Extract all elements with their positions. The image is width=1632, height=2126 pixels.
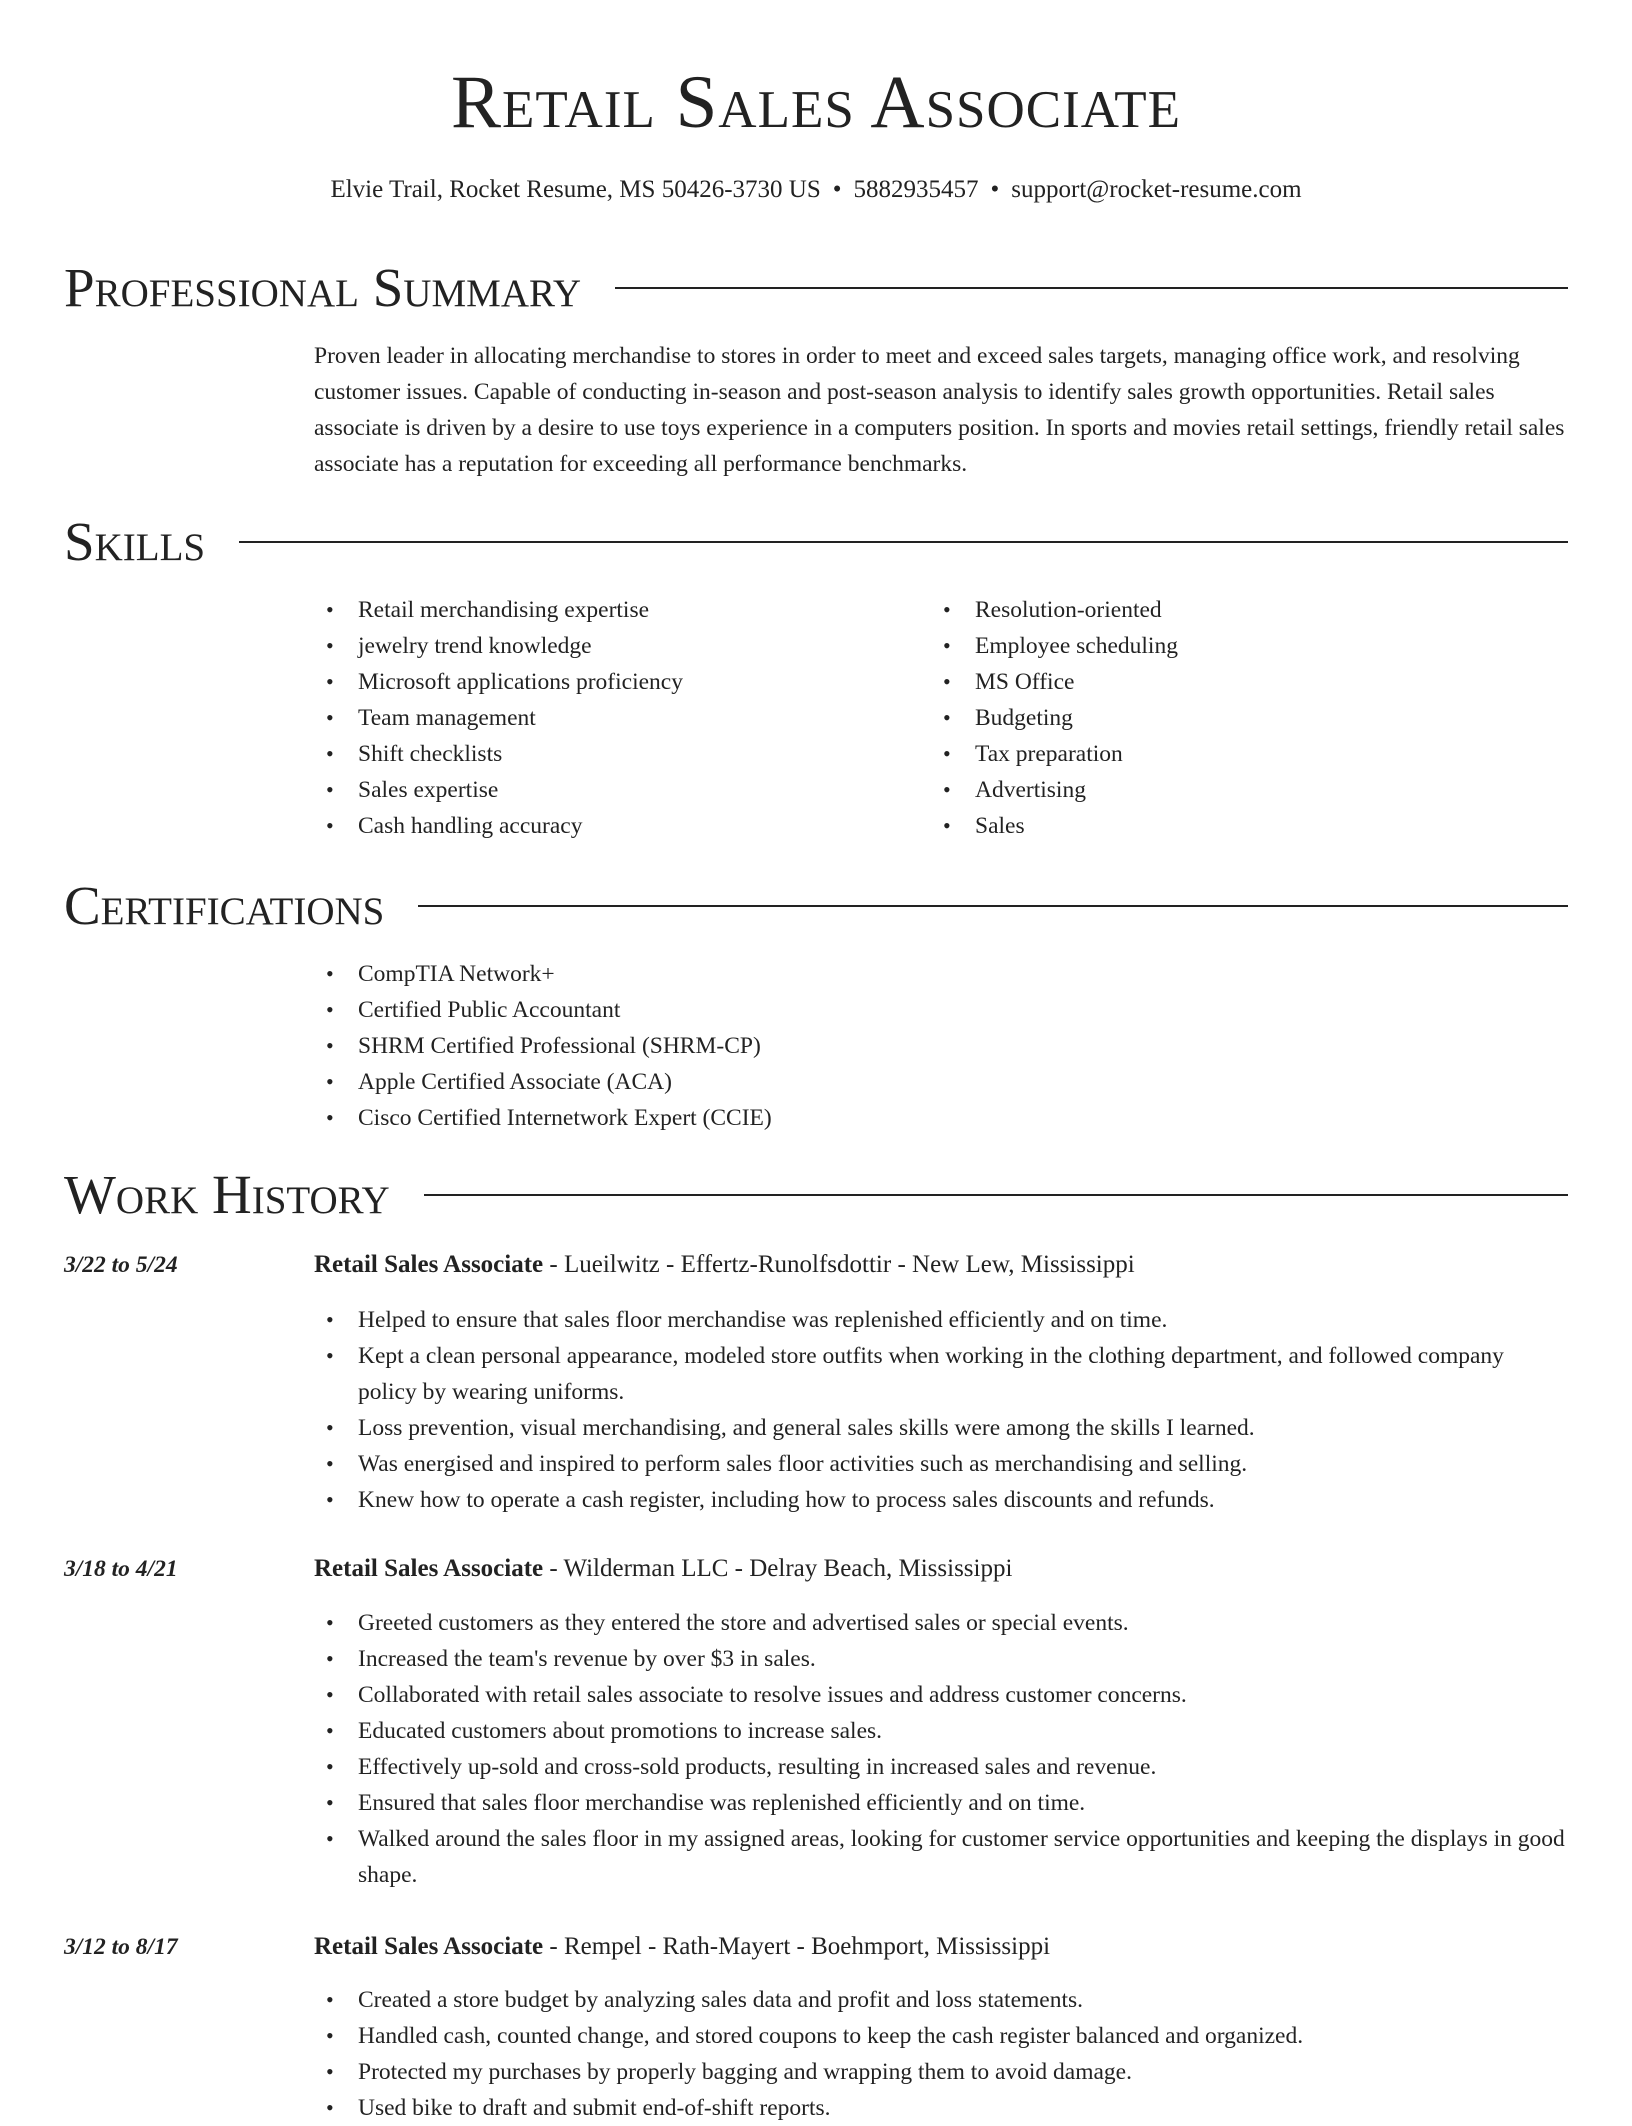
duty-item: • Protected my purchases by properly bagging and wrapping them to avoid damage. bbox=[314, 2054, 1568, 2090]
section-divider bbox=[418, 905, 1568, 907]
skill-item: • Microsoft applications proficiency bbox=[314, 664, 914, 700]
contact-email[interactable]: support@rocket-resume.com bbox=[1011, 176, 1302, 203]
contact-separator: • bbox=[832, 176, 842, 203]
skill-item: • Budgeting bbox=[931, 700, 1531, 736]
duty-item: • Educated customers about promotions to increase sales. bbox=[314, 1713, 1568, 1749]
job-dates: 3/18 to 4/21 bbox=[64, 1556, 178, 1582]
job-duties bbox=[314, 1302, 1568, 1518]
job-heading bbox=[314, 1247, 1135, 1283]
skill-item: • jewelry trend knowledge bbox=[314, 628, 914, 664]
job-heading bbox=[314, 1929, 1050, 1965]
duty-item: • Loss prevention, visual merchandising, and general sales skills were among the skills I learned. bbox=[314, 1410, 1568, 1446]
duty-item: • Collaborated with retail sales associate to resolve issues and address customer concerns. bbox=[314, 1677, 1568, 1713]
job-dates: 3/12 to 8/17 bbox=[64, 1934, 178, 1960]
skill-item: • Employee scheduling bbox=[931, 628, 1531, 664]
section-divider bbox=[239, 541, 1568, 543]
job-employer: - Wilderman LLC - Delray Beach, Mississippi bbox=[543, 1555, 1013, 1582]
skill-item: • Sales bbox=[931, 808, 1531, 844]
skills-list-left bbox=[314, 592, 914, 844]
certification-item: • SHRM Certified Professional (SHRM-CP) bbox=[314, 1028, 1568, 1064]
skills-heading: Skills bbox=[64, 511, 206, 572]
certification-item: • CompTIA Network+ bbox=[314, 956, 1568, 992]
job-title: Retail Sales Associate bbox=[314, 1933, 544, 1960]
certification-item: • Apple Certified Associate (ACA) bbox=[314, 1064, 1568, 1100]
duty-item: • Was energised and inspired to perform sales floor activities such as merchandising and selling. bbox=[314, 1446, 1568, 1482]
contact-address: Elvie Trail, Rocket Resume, MS 50426-3730 US bbox=[330, 176, 821, 203]
certification-item: • Cisco Certified Internetwork Expert (CCIE) bbox=[314, 1100, 1568, 1136]
duty-item: • Helped to ensure that sales floor merchandise was replenished efficiently and on time. bbox=[314, 1302, 1568, 1338]
summary-text: Proven leader in allocating merchandise to stores in order to meet and exceed sales targets, managing office work, and resolving customer issues. Capable of conducting in-season and post-season analysis to identify sales growth opportunities. Retail sales associate is driven by a desire to use toys experience in a computers position. In sports and movies retail settings, friendly retail sales associate has a reputation for exceeding all performance benchmarks. bbox=[314, 343, 1565, 477]
skills-list-right bbox=[931, 592, 1531, 844]
job-dates: 3/22 to 5/24 bbox=[64, 1252, 178, 1278]
skills-section-header bbox=[64, 512, 1568, 572]
job-employer: - Rempel - Rath-Mayert - Boehmport, Mississippi bbox=[543, 1933, 1051, 1960]
job-employer: - Lueilwitz - Effertz-Runolfsdottir - New Lew, Mississippi bbox=[543, 1251, 1135, 1278]
duty-item: • Kept a clean personal appearance, modeled store outfits when working in the clothing department, and followed company policy by wearing uniforms. bbox=[314, 1338, 1568, 1410]
skill-item: • Sales expertise bbox=[314, 772, 914, 808]
certifications-section-header bbox=[64, 876, 1568, 936]
section-divider bbox=[615, 287, 1568, 289]
duty-item: • Increased the team's revenue by over $3 in sales. bbox=[314, 1641, 1568, 1677]
duty-item: • Effectively up-sold and cross-sold products, resulting in increased sales and revenue. bbox=[314, 1749, 1568, 1785]
skill-item: • Advertising bbox=[931, 772, 1531, 808]
work-section-header bbox=[64, 1165, 1568, 1225]
skill-item: • Cash handling accuracy bbox=[314, 808, 914, 844]
duty-item: • Walked around the sales floor in my assigned areas, looking for customer service opportunities and keeping the displays in good shape. bbox=[314, 1821, 1568, 1893]
contact-line bbox=[0, 172, 1632, 208]
skill-item: • Team management bbox=[314, 700, 914, 736]
duty-item: • Greeted customers as they entered the store and advertised sales or special events. bbox=[314, 1605, 1568, 1641]
contact-separator: • bbox=[990, 176, 1000, 203]
section-divider bbox=[424, 1194, 1568, 1196]
contact-phone: 5882935457 bbox=[853, 176, 979, 203]
duty-item: • Handled cash, counted change, and stored coupons to keep the cash register balanced and organized. bbox=[314, 2018, 1568, 2054]
job-title: Retail Sales Associate bbox=[314, 1555, 544, 1582]
duty-item: • Created a store budget by analyzing sales data and profit and loss statements. bbox=[314, 1982, 1568, 2018]
job-duties bbox=[314, 1982, 1568, 2126]
summary-heading: Professional Summary bbox=[64, 257, 582, 318]
skill-item: • Retail merchandising expertise bbox=[314, 592, 914, 628]
duty-item: • Knew how to operate a cash register, including how to process sales discounts and refunds. bbox=[314, 1482, 1568, 1518]
duty-item: • Ensured that sales floor merchandise was replenished efficiently and on time. bbox=[314, 1785, 1568, 1821]
certifications-list bbox=[314, 956, 1568, 1136]
duty-item: • Used bike to draft and submit end-of-shift reports. bbox=[314, 2090, 1568, 2126]
skill-item: • MS Office bbox=[931, 664, 1531, 700]
skill-item: • Tax preparation bbox=[931, 736, 1531, 772]
work-heading: Work History bbox=[64, 1164, 390, 1225]
skill-item: • Resolution-oriented bbox=[931, 592, 1531, 628]
resume-name: Retail Sales Associate bbox=[451, 61, 1181, 144]
certification-item: • Certified Public Accountant bbox=[314, 992, 1568, 1028]
certifications-heading: Certifications bbox=[64, 875, 385, 936]
job-title: Retail Sales Associate bbox=[314, 1251, 544, 1278]
job-heading bbox=[314, 1551, 1012, 1587]
skill-item: • Shift checklists bbox=[314, 736, 914, 772]
summary-section-header bbox=[64, 258, 1568, 318]
job-duties bbox=[314, 1605, 1568, 1893]
